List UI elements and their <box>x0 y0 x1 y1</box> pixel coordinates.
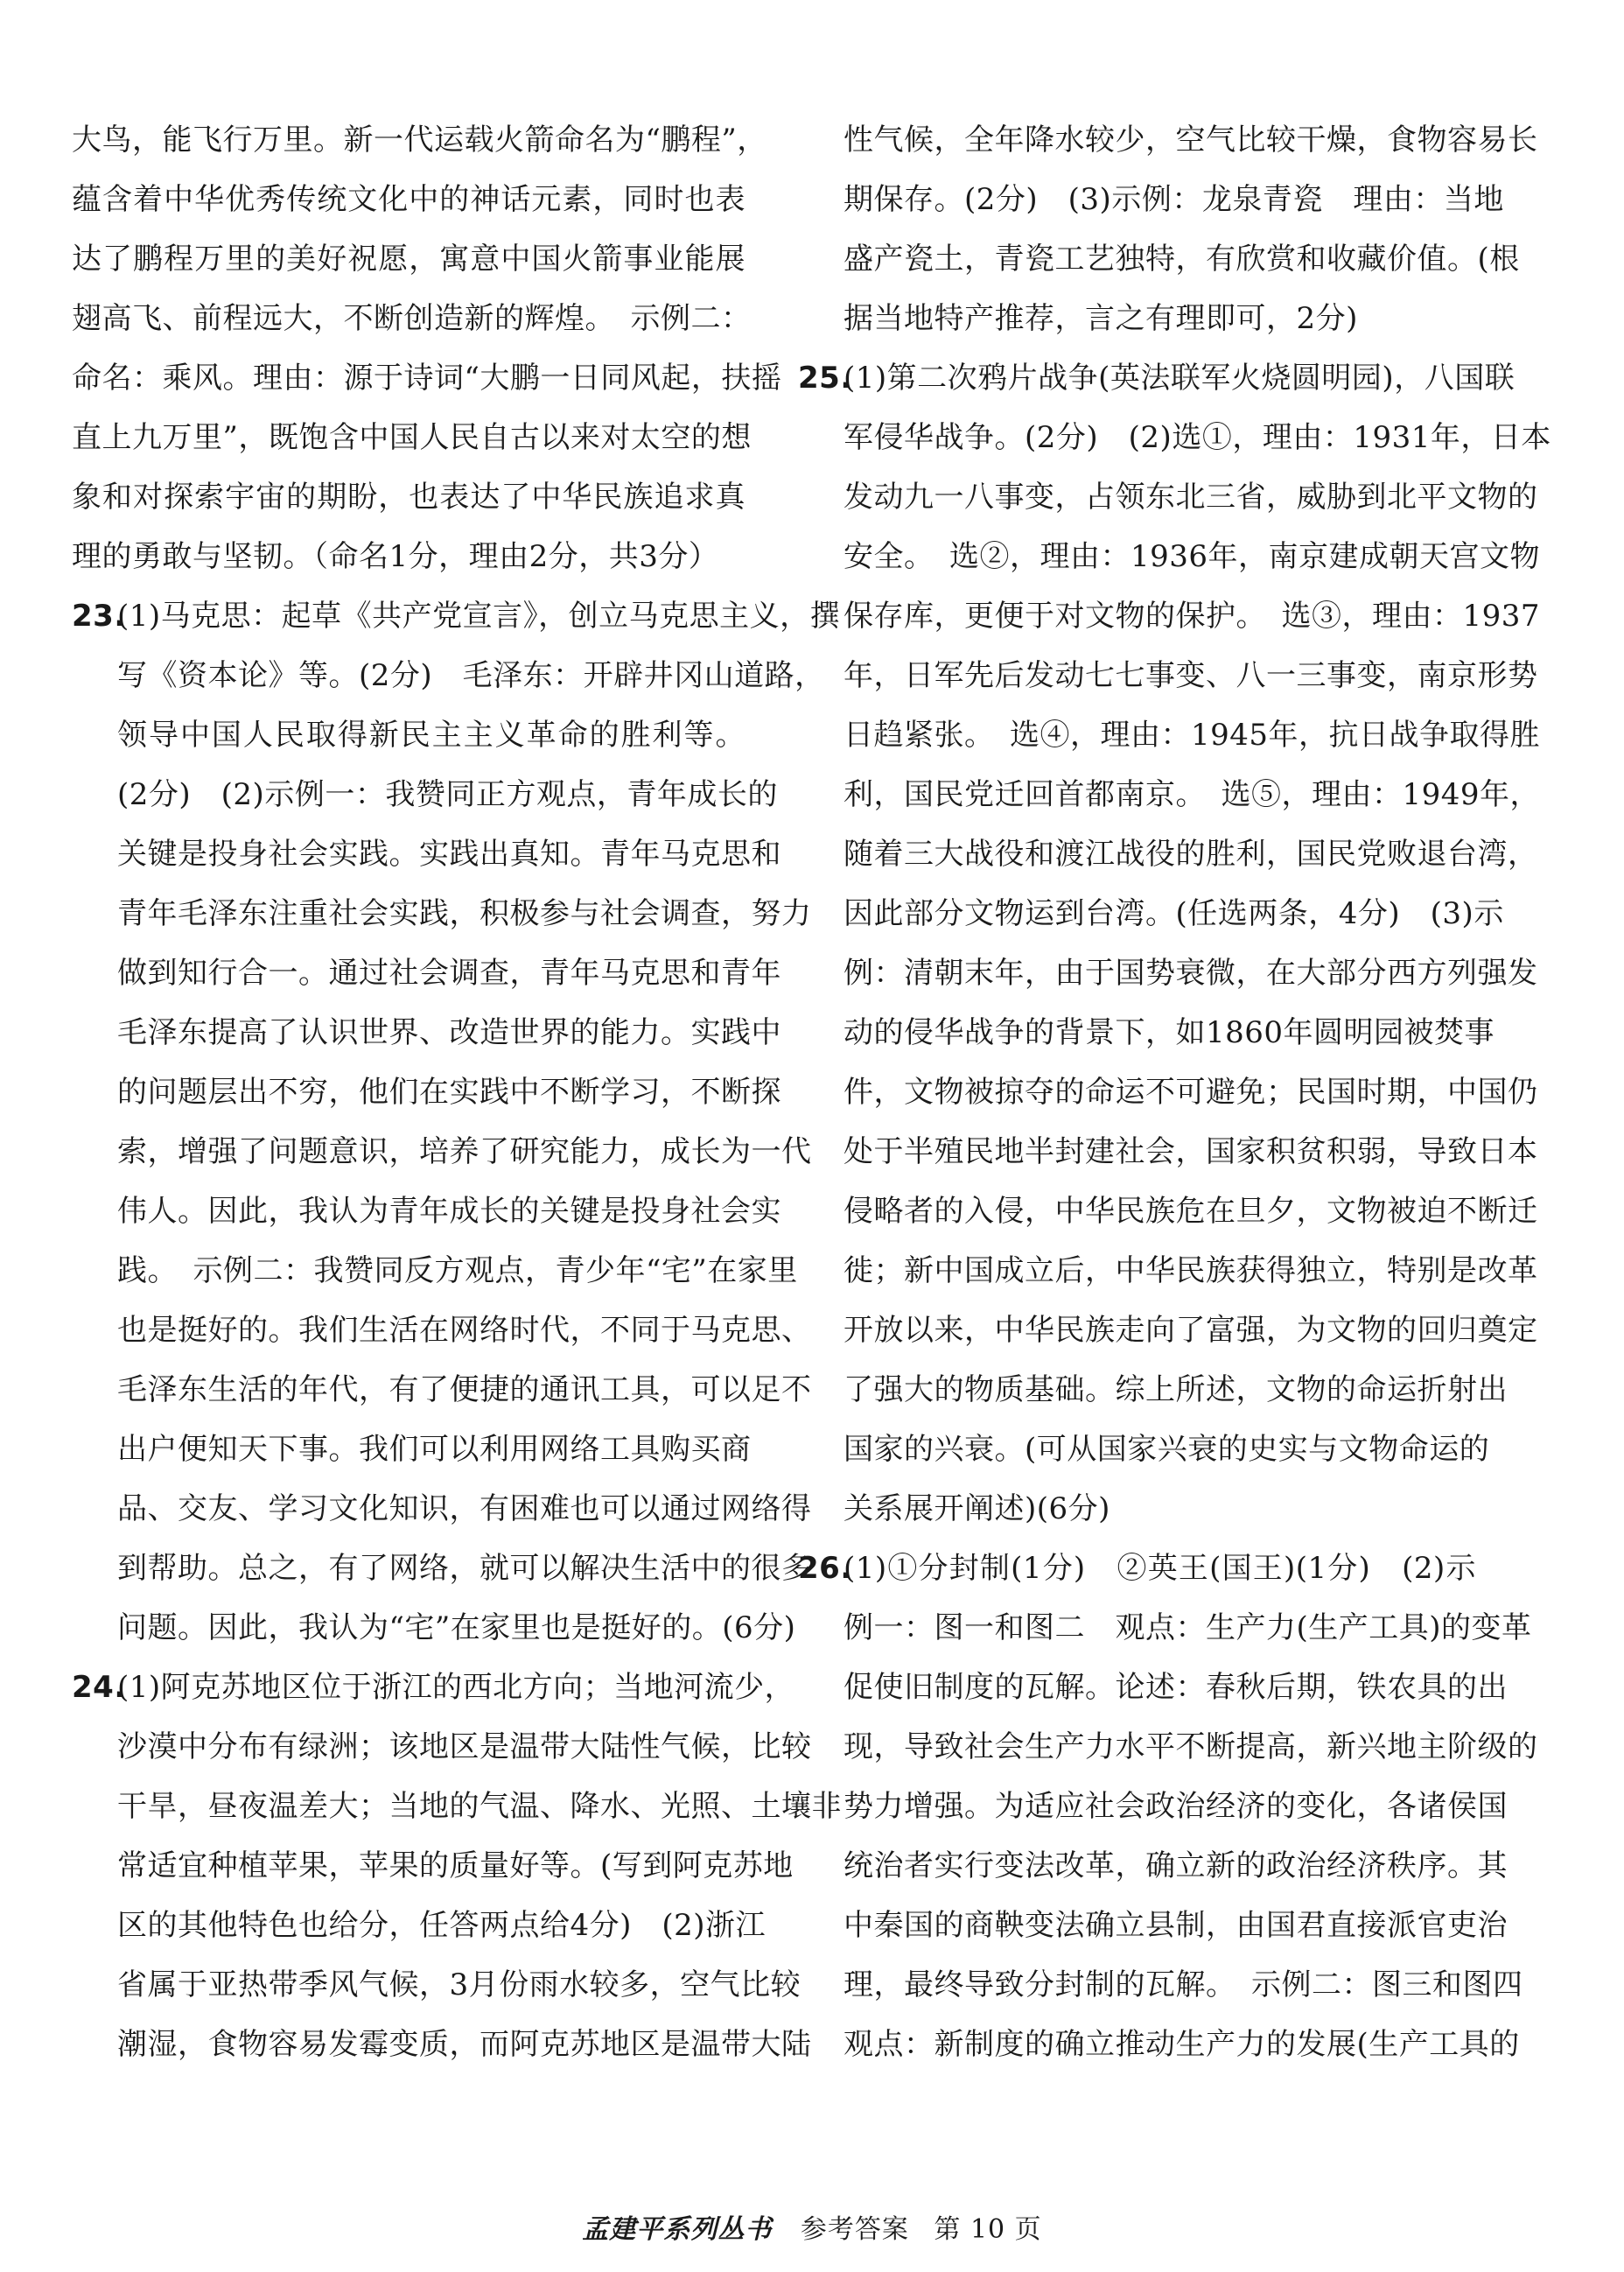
answer-text-line: 省属于亚热带季风气候，3月份雨水较多，空气比较 <box>117 1967 802 2002</box>
answer-text: (1)马克思：起草《共产党宣言》，创立马克思主义，撰 <box>117 599 841 634</box>
answer-text-line: 观点：新制度的确立推动生产力的发展(生产工具的 <box>844 2027 1520 2062</box>
answer-text-line: 了强大的物质基础。综上所述，文物的命运折射出 <box>844 1372 1508 1407</box>
answer-text-line: 问题。因此，我认为“宅”在家里也是挺好的。(6分) <box>117 1610 796 1645</box>
answer-text-line: 写《资本论》等。(2分) 毛泽东：开辟井冈山道路， <box>117 658 825 693</box>
answer-text-line: 徙；新中国成立后，中华民族获得独立，特别是改革 <box>844 1253 1538 1288</box>
answer-text-line: 促使旧制度的瓦解。论述：春秋后期，铁农具的出 <box>844 1670 1508 1705</box>
answer-text-line: 潮湿，食物容易发霉变质，而阿克苏地区是温带大陆 <box>117 2027 812 2062</box>
answer-text-line: 理，最终导致分封制的瓦解。 示例二：图三和图四 <box>844 1967 1523 2002</box>
answer-text-line: 领导中国人民取得新民主主义革命的胜利等。 <box>117 718 746 753</box>
answer-text-line: 利，国民党迁回首都南京。 选⑤，理由：1949年， <box>844 777 1541 812</box>
answer-text-line: 伟人。因此，我认为青年成长的关键是投身社会实 <box>117 1194 781 1229</box>
question-first-line <box>72 586 841 646</box>
answer-text-line: 国家的兴衰。(可从国家兴衰的史实与文物命运的 <box>844 1432 1490 1467</box>
answer-text-line: 例：清朝末年，由于国势衰微，在大部分西方列强发 <box>844 956 1538 991</box>
answer-text-line: 中秦国的商鞅变法确立县制，由国君直接派官吏治 <box>844 1908 1508 1943</box>
question-first-line <box>72 1658 795 1717</box>
question-first-line <box>798 348 1516 408</box>
answer-text-line: 蕴含着中华优秀传统文化中的神话元素，同时也表 <box>72 182 746 217</box>
answer-text-line: 现，导致社会生产力水平不断提高，新兴地主阶级的 <box>844 1729 1538 1764</box>
answer-text-line: 因此部分文物运到台湾。(任选两条，4分) (3)示 <box>844 896 1504 931</box>
answer-text: (1)①分封制(1分) ②英王(国王)(1分) (2)示 <box>844 1551 1476 1586</box>
answer-text-line: 关系展开阐述)(6分) <box>844 1491 1110 1526</box>
answer-text-line: 也是挺好的。我们生活在网络时代，不同于马克思、 <box>117 1313 812 1348</box>
answer-text-line: 青年毛泽东注重社会实践，积极参与社会调查，努力 <box>117 896 812 931</box>
answer-text-line: 例一：图一和图二 观点：生产力(生产工具)的变革 <box>844 1610 1532 1645</box>
answer-text-line: 年，日军先后发动七七事变、八一三事变，南京形势 <box>844 658 1538 693</box>
answer-text-line: 侵略者的入侵，中华民族危在旦夕，文物被迫不断迁 <box>844 1194 1538 1229</box>
section-name: 参考答案 <box>800 2214 909 2245</box>
right-column <box>798 110 1551 2074</box>
answer-text-line: 做到知行合一。通过社会调查，青年马克思和青年 <box>117 956 781 991</box>
answer-text-line: (2分) (2)示例一：我赞同正方观点，青年成长的 <box>117 777 778 812</box>
answer-text-line: 干旱，昼夜温差大；当地的气温、降水、光照、土壤非 <box>117 1789 842 1824</box>
answer-text-line: 大鸟，能飞行万里。新一代运载火箭命名为“鹏程”， <box>72 123 767 158</box>
answer-text-line: 日趋紧张。 选④，理由：1945年，抗日战争取得胜 <box>844 718 1541 753</box>
answer-text-line: 到帮助。总之，有了网络，就可以解决生活中的很多 <box>117 1551 812 1586</box>
answer-text-line: 的问题层出不穷，他们在实践中不断学习，不断探 <box>117 1075 781 1110</box>
answer-text-line: 常适宜种植苹果，苹果的质量好等。(写到阿克苏地 <box>117 1848 794 1883</box>
answer-text-line: 处于半殖民地半封建社会，国家积贫积弱，导致日本 <box>844 1134 1538 1169</box>
answer-text-line: 势力增强。为适应社会政治经济的变化，各诸侯国 <box>844 1789 1508 1824</box>
answer-text-line: 开放以来，中华民族走向了富强，为文物的回归奠定 <box>844 1313 1538 1348</box>
question-number: 25. <box>798 361 852 396</box>
answer-text-line: 索，增强了问题意识，培养了研究能力，成长为一代 <box>117 1134 812 1169</box>
answer-text-line: 区的其他特色也给分，任答两点给4分) (2)浙江 <box>117 1908 766 1943</box>
answer-text-line: 发动九一八事变，占领东北三省，威胁到北平文物的 <box>844 480 1538 515</box>
answer-text-line: 动的侵华战争的背景下，如1860年圆明园被焚事 <box>844 1015 1495 1050</box>
answer-text-line: 毛泽东提高了认识世界、改造世界的能力。实践中 <box>117 1015 781 1050</box>
answer-text-line: 期保存。(2分) (3)示例：龙泉青瓷 理由：当地 <box>844 182 1504 217</box>
answer-text-line: 品、交友、学习文化知识，有困难也可以通过网络得 <box>117 1491 812 1526</box>
answer-text-line: 沙漠中分布有绿洲；该地区是温带大陆性气候，比较 <box>117 1729 812 1764</box>
answer-text-line: 象和对探索宇宙的期盼，也表达了中华民族追求真 <box>72 480 746 515</box>
answer-text-line: 毛泽东生活的年代，有了便捷的通讯工具，可以足不 <box>117 1372 812 1407</box>
question-number: 26. <box>798 1551 852 1586</box>
page-number: 第 10 页 <box>934 2214 1042 2245</box>
answer-text-line: 盛产瓷土，青瓷工艺独特，有欣赏和收藏价值。(根 <box>844 242 1520 277</box>
answer-text-line: 军侵华战争。(2分) (2)选①，理由：1931年，日本 <box>844 420 1551 455</box>
answer-text-line: 保存库，更便于对文物的保护。 选③，理由：1937 <box>844 599 1541 634</box>
answer-text-line: 践。 示例二：我赞同反方观点，青少年“宅”在家里 <box>117 1253 798 1288</box>
answer-text-line: 统治者实行变法改革，确立新的政治经济秩序。其 <box>844 1848 1508 1883</box>
question-number: 24. <box>72 1670 126 1705</box>
answer-text-line: 直上九万里”，既饱含中国人民自古以来对太空的想 <box>72 420 752 455</box>
answer-text-line: 理的勇敢与坚韧。（命名1分，理由2分，共3分） <box>72 539 719 574</box>
book-series-name: 孟建平系列丛书 <box>582 2214 773 2245</box>
answer-text-line: 翅高飞、前程远大，不断创造新的辉煌。 示例二： <box>72 301 752 336</box>
answer-text: (1)第二次鸦片战争(英法联军火烧圆明园)，八国联 <box>844 361 1516 396</box>
answer-text: (1)阿克苏地区位于浙江的西北方向；当地河流少， <box>117 1670 795 1705</box>
answer-text-line: 关键是投身社会实践。实践出真知。青年马克思和 <box>117 837 781 872</box>
answer-text-line: 随着三大战役和渡江战役的胜利，国民党败退台湾， <box>844 837 1538 872</box>
answer-text-line: 件，文物被掠夺的命运不可避免；民国时期，中国仍 <box>844 1075 1538 1110</box>
page-footer <box>0 2207 1624 2246</box>
answer-text-line: 命名：乘风。理由：源于诗词“大鹏一日同风起，扶摇 <box>72 361 782 396</box>
answer-text-line: 性气候，全年降水较少，空气比较干燥，食物容易长 <box>844 123 1538 158</box>
answer-text-line: 据当地特产推荐，言之有理即可，2分) <box>844 301 1358 336</box>
answer-text-line: 达了鹏程万里的美好祝愿，寓意中国火箭事业能展 <box>72 242 746 277</box>
question-number: 23. <box>72 599 126 634</box>
question-first-line <box>798 1539 1476 1598</box>
answer-text-line: 安全。 选②，理由：1936年，南京建成朝天宫文物 <box>844 539 1541 574</box>
answer-text-line: 出户便知天下事。我们可以利用网络工具购买商 <box>117 1432 752 1467</box>
